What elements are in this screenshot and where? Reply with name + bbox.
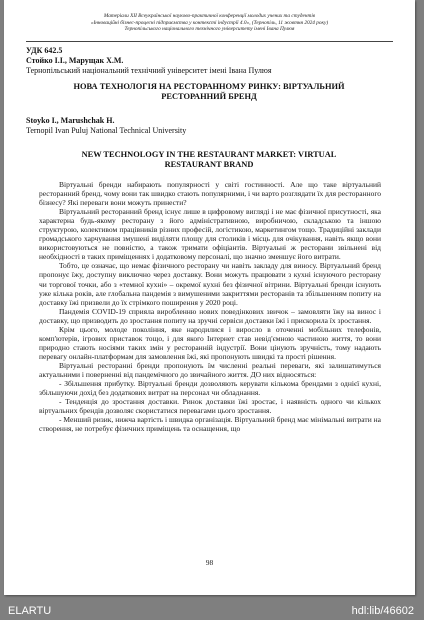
title-ua-line: НОВА ТЕХНОЛОГІЯ НА РЕСТОРАННОМУ РИНКУ: ВІРТУАЛЬНИЙ xyxy=(73,82,345,91)
article-body xyxy=(39,180,381,433)
header-divider xyxy=(26,41,393,42)
affiliation-ua: Тернопільський національний технічний університет імені Івана Пулюя xyxy=(26,66,272,75)
paragraph: Тобто, це означає, що немає фізичного ресторану чи навіть закладу для виносу. Віртуальний бренд пропонує їжу, доступну виключно через доставку. Вони можуть працювати з кухні існуючого ресторану чи торгової точки, або з «темної кухні» – окремої кухні без фізичної вітрини. Віртуальні бренди існують уже кілька років, але глобальна пандемія з вимушеними закриттями ресторанів та збільшенням попиту на доставку їжі призвели до їх стрімкого поширення у 2020 році. xyxy=(39,261,381,307)
affiliation-en: Ternopil Ivan Puluj National Technical University xyxy=(26,126,187,135)
page-number: 98 xyxy=(205,558,214,567)
paragraph: - Менший ризик, нижча вартість і швидка організація. Віртуальний бренд має мінімальні витрати на створення, не потребує фізичних приміщень та оснащення, що xyxy=(39,415,381,434)
paragraph: - Збільшення прибутку. Віртуальні бренди дозволяють керувати кількома брендами з однієї кухні, збільшуючи дохід без додаткових витрат на персонал чи обладнання. xyxy=(39,379,381,398)
title-ua-line: РЕСТОРАННИЙ БРЕНД xyxy=(161,92,257,101)
title-en-line: RESTAURANT BRAND xyxy=(164,160,254,169)
title-en-line: NEW TECHNOLOGY IN THE RESTAURANT MARKET: VIRTUAL xyxy=(81,150,337,159)
header-line: Тернопільського національного технічного університету імені Івана Пулюя xyxy=(124,26,295,33)
title-en xyxy=(34,150,384,170)
title-ua xyxy=(34,82,384,102)
paragraph: Віртуальний ресторанний бренд існує лише в цифровому вигляді і не має фізичної присутності, яка характерна будь-якому ресторану з його адміністративною, виробничою, складською та іншою структурою, колективом працівників різних професій, логістикою, маркетингом тощо. Традиційні заклади громадського харчування змушені виділяти площу для столиків і місць для очікування, навіть якщо вони використовуються не повністю, а також тримати офіціантів. Віртуальні ж ресторани звільнені від необхідності в таких приміщеннях і додатковому персоналі, що значно зменшує його витрати. xyxy=(39,207,381,262)
paragraph: Віртуальні бренди набирають популярності у світі гостинності. Але що таке віртуальний ресторанний бренд, чому вони так швидко стають популярними, і чи варто розглядати їх для ресторанного бізнесу? Які переваги вони можуть принести? xyxy=(39,180,381,208)
paragraph: Віртуальні ресторанні бренди пропонують їм численні реальні переваги, які залишатимуться актуальними і поверненні від пандемічного до звичайного життя. ДО них відносяться: xyxy=(39,360,381,379)
handle-identifier[interactable]: hdl:lib/46602 xyxy=(351,605,414,617)
header-line: «Інноваційні бізнес-процесні підприємства у контексті індустрії 4.0», (Тернопіль, 11 жовтня 2024 року) xyxy=(90,19,329,26)
authors-ua: Стойко І.І., Марущак Х.М. xyxy=(26,56,124,65)
authors-en: Stoyko I., Marushchak H. xyxy=(26,116,115,125)
paragraph: Крім цього, молоде покоління, яке народилися і виросло в оточенні мобільних телефонів, комп'ютерів, ігрових приставок тощо, і для якого Інтернет став невід'ємною частиною життя, то вони природно стають носіями таких змін у ресторанній індустрії. Вони цінують зручність, тому надають перевагу онлайн-платформам для замовлення їжі, які пропонують швидкі та прості рішення. xyxy=(39,324,381,361)
repository-name[interactable]: ELARTU xyxy=(8,605,52,617)
header-line: Матеріали XII Всеукраїнської науково-практичної конференції молодих учених та студентів xyxy=(103,13,316,19)
conference-header xyxy=(26,13,393,33)
udk-code: УДК 642.5 xyxy=(26,46,63,55)
document-page xyxy=(4,0,415,595)
paragraph: Пандемія COVID-19 сприяла виробленню нових поведінкових звичок – замовляти їжу на винос і доставку, що призводить до зростання попиту на зручні сервіси доставки їжі і прискорила їх зростання. xyxy=(39,306,381,325)
paragraph: - Тенденція до зростання доставки. Ринок доставки їжі зростає, і наявність одного чи кількох віртуальних брендів дозволяє скористатися перевагами цього зростання. xyxy=(39,397,381,416)
